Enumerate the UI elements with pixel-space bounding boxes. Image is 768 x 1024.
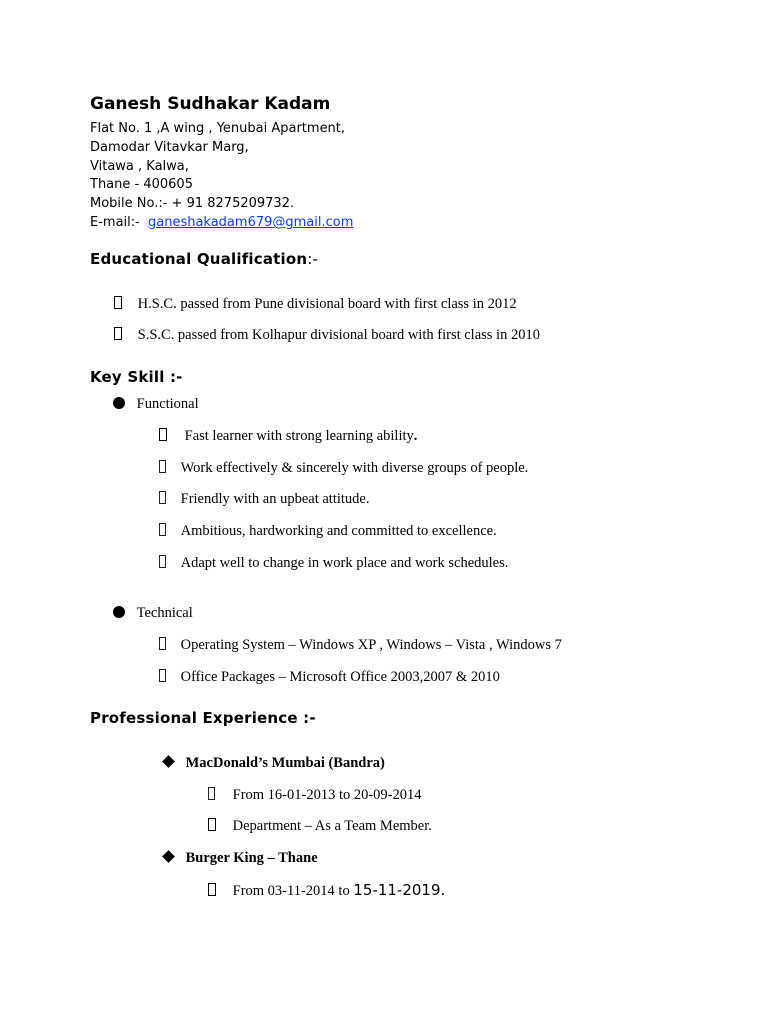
functional-label: Functional [136,396,199,412]
checkbox-bullet-icon [208,883,216,896]
functional-item-text: Fast learner with strong learning ability [184,428,414,444]
functional-item [159,491,370,508]
skills-heading: Key Skill :- [90,368,183,386]
education-item [114,296,517,313]
candidate-name: Ganesh Sudhakar Kadam [90,94,331,114]
education-heading-suffix: :- [307,250,319,268]
job-detail [208,787,422,804]
address-line: Vitawa , Kalwa, [90,159,189,174]
education-item-text: H.S.C. passed from Pune divisional board with first class in 2012 [137,296,517,312]
job-employer [164,755,385,772]
address-line: Thane - 400605 [90,177,193,192]
functional-item-text: Ambitious, hardworking and committed to excellence. [180,523,497,539]
address-line: Flat No. 1 ,A wing , Yenubai Apartment, [90,121,346,136]
job-detail [208,818,432,835]
checkbox-bullet-icon [159,460,166,473]
functional-item-text: Adapt well to change in work place and work schedules. [180,555,509,571]
address-line: Damodar Vitavkar Marg, [90,140,249,155]
technical-item-text: Operating System – Windows XP , Windows – Vista , Windows 7 [180,637,562,653]
functional-item [159,428,417,445]
functional-item [159,555,508,572]
diamond-bullet-icon [162,850,175,863]
employer-name: Burger King – Thane [185,850,318,866]
experience-heading: Professional Experience :- [90,709,316,727]
email-link[interactable]: ganeshakadam679@gmail.com [147,215,354,230]
technical-item-text: Office Packages – Microsoft Office 2003,2007 & 2010 [180,669,500,685]
technical-item [159,669,500,686]
functional-item-text: Work effectively & sincerely with diverse groups of people. [180,460,529,476]
job-employer [164,850,318,867]
functional-item [159,460,528,477]
functional-item-suffix: . [413,428,418,444]
checkbox-bullet-icon [159,637,166,650]
checkbox-bullet-icon [159,555,166,568]
checkbox-bullet-icon [208,787,215,800]
checkbox-bullet-icon [114,327,122,340]
technical-item [159,637,562,654]
technical-group [113,605,193,622]
checkbox-bullet-icon [159,523,166,536]
checkbox-bullet-icon [159,669,166,682]
education-heading-text: Educational Qualification [90,250,308,268]
checkbox-bullet-icon [208,818,216,831]
diamond-bullet-icon [162,755,175,768]
job-detail-text: From 03-11-2014 to [232,883,354,899]
job-detail-text: From 16-01-2013 to 20-09-2014 [232,787,422,803]
employer-name: MacDonald’s Mumbai (Bandra) [185,755,385,771]
technical-label: Technical [136,605,193,621]
functional-group [113,396,199,413]
mobile-number: Mobile No.:- + 91 8275209732. [90,196,295,211]
bullet-dot-icon [113,397,125,409]
email-label: E-mail:- [90,215,140,230]
functional-item [159,523,497,540]
job-detail-text: Department – As a Team Member. [232,818,432,834]
education-item [114,327,540,344]
education-item-text: S.S.C. passed from Kolhapur divisional board with first class in 2010 [137,327,540,343]
functional-item-text: Friendly with an upbeat attitude. [180,491,370,507]
checkbox-bullet-icon [159,428,167,441]
checkbox-bullet-icon [159,491,166,504]
bullet-dot-icon [113,606,125,618]
email-row [90,215,353,230]
education-heading [90,250,318,268]
checkbox-bullet-icon [114,296,122,309]
job-detail [208,881,445,900]
job-end-date: 15-11-2019. [353,881,446,899]
